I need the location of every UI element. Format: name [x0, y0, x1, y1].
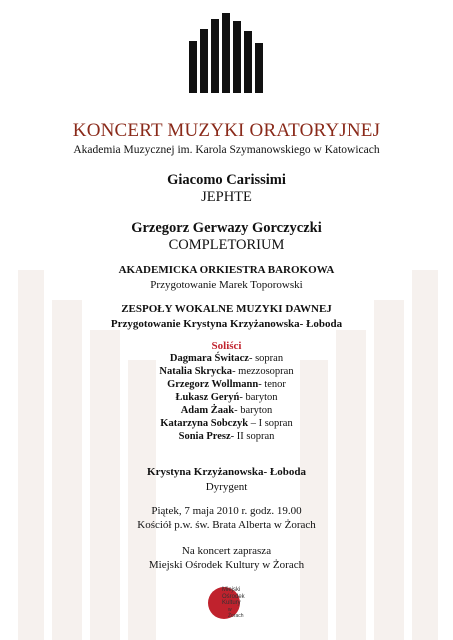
- soloist-row: Grzegorz Wollmann- tenor: [167, 379, 286, 390]
- academy-subtitle: Akademia Muzycznej im. Karola Szymanowskiego w Katowicach: [73, 144, 380, 156]
- logo-text: Miejski Ośrodek Kultury w Żorach: [222, 587, 245, 619]
- invite-line-1: Na koncert zaprasza: [181, 545, 272, 557]
- conductor-role: Dyrygent: [205, 481, 248, 493]
- invite-line-2: Miejski Ośrodek Kultury w Żorach: [148, 559, 305, 571]
- vocal-ensemble-prep: Przygotowanie Krystyna Krzyżanowska- Łoboda: [110, 318, 343, 330]
- soloist-row: Adam Żaak- baryton: [180, 405, 273, 416]
- orchestra-prep: Przygotowanie Marek Toporowski: [150, 279, 303, 291]
- soloist-row: Sonia Presz- II sopran: [178, 431, 275, 442]
- soloist-row: Natalia Skrycka- mezzosopran: [159, 366, 294, 377]
- soloist-row: Łukasz Geryń- baryton: [175, 392, 278, 403]
- mok-zory-logo: [208, 585, 246, 623]
- vocal-ensemble-name: ZESPOŁY WOKALNE MUZYKI DAWNEJ: [121, 303, 332, 315]
- soloists-heading: Soliści: [211, 340, 242, 352]
- work-2: COMPLETORIUM: [168, 237, 285, 253]
- soloist-row: Dagmara Świtacz- sopran: [169, 353, 284, 364]
- soloist-row: Katarzyna Sobczyk – I sopran: [160, 418, 293, 429]
- conductor-name: Krystyna Krzyżanowska- Łoboda: [147, 466, 306, 478]
- organ-pipes-logo: [189, 13, 265, 93]
- concert-title: KONCERT MUZYKI ORATORYJNEJ: [72, 120, 381, 141]
- composer-2: Grzegorz Gerwazy Gorczyczki: [131, 220, 322, 236]
- composer-1: Giacomo Carissimi: [167, 172, 286, 188]
- event-place: Kościół p.w. św. Brata Alberta w Żorach: [137, 519, 316, 531]
- work-1: JEPHTE: [201, 189, 252, 205]
- event-date: Piątek, 7 maja 2010 r. godz. 19.00: [151, 505, 302, 517]
- orchestra-name: AKADEMICKA ORKIESTRA BAROKOWA: [118, 264, 335, 276]
